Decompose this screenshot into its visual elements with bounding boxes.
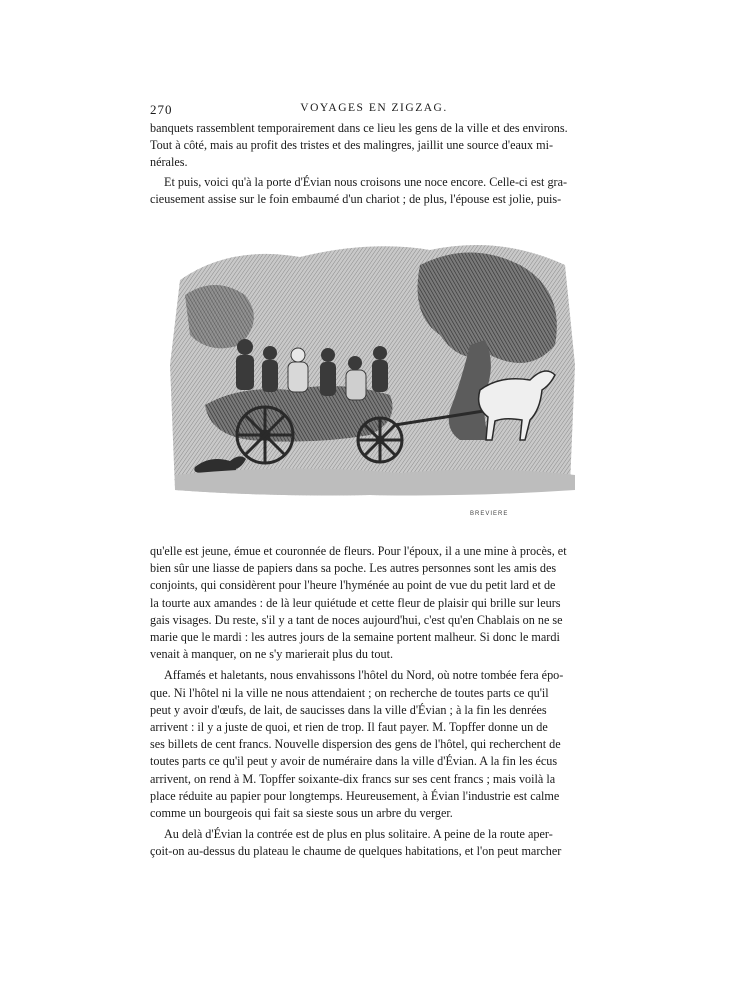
text-line: comme un bourgeois qui fait sa sieste sous un arbre du verger. [150,806,453,821]
paragraph-3 [150,543,598,663]
wedding-cart-engraving [170,235,580,525]
text-line: venait à manquer, on ne s'y marierait plus du tout. [150,647,394,662]
ground [175,468,575,495]
text-line: arrivent : il y a juste de quoi, et rien de trop. Il faut payer. M. Topffer donne un de [150,720,548,735]
paragraph-2 [150,174,598,208]
text-line: gais visages. Du reste, s'il y a tant de noces aujourd'hui, c'est qu'en Chablais on ne se [150,612,563,627]
text-line: Au delà d'Évian la contrée est de plus en plus solitaire. A peine de la route aper- [164,827,553,842]
paragraph-5 [150,826,598,860]
text-line: Affamés et haletants, nous envahissons l'hôtel du Nord, où notre tombée fera épo- [164,668,564,683]
text-line: que. Ni l'hôtel ni la ville ne nous attendaient ; on recherche de toutes parts ce qu'il [150,685,549,700]
text-line: qu'elle est jeune, émue et couronnée de fleurs. Pour l'époux, il a une mine à procès, et [150,544,567,558]
text-line: nérales. [150,155,188,170]
paragraph-1 [150,120,598,172]
running-head [150,100,598,118]
text-line: banquets rassemblent temporairement dans ce lieu les gens de la ville et des environs. [150,121,568,135]
text-line: ses billets de cent francs. Nouvelle dispersion des gens de l'hôtel, qui recherchent de [150,737,561,752]
text-line: peut y avoir d'œufs, de lait, de saucisses dans la ville d'Évian ; à la fin les denrées [150,702,547,717]
text-block-below-illustration [150,543,598,861]
page-number: 270 [150,102,173,117]
text-line: place réduite au papier pour longtemps. Heureusement, à Évian l'industrie est calme [150,788,560,803]
paragraph-4 [150,667,598,822]
engraver-signature: BREVIERE [470,511,509,517]
text-line: bien sûr une liasse de papiers dans sa poche. Les autres personnes sont les amis des [150,561,557,576]
text-line: cieusement assise sur le foin embaumé d'un chariot ; de plus, l'épouse est jolie, puis- [150,191,562,206]
text-line: la tourte aux amandes : de là leur quiétude et cette fleur de plaisir qui brille sur leurs [150,595,561,610]
text-line: Tout à côté, mais au profit des tristes et des malingres, jaillit une source d'eaux mi- [150,138,554,153]
text-line: arrivent, on rend à M. Topffer soixante-dix francs sur ses cent francs ; mais voilà la [150,771,556,786]
text-line: marie que le mardi : les autres jours de la semaine portent malheur. Si donc le mardi [150,630,560,645]
text-line: conjoints, qui considèrent pour l'heure l'hyménée au point de vue du petit lard et de [150,578,556,593]
text-line: toutes parts ce qu'il peut y avoir de numéraire dans la ville d'Évian. A la fin les écus [150,754,558,769]
left-foliage [185,285,254,348]
text-line: çoit-on au-dessus du plateau le chaume de quelques habitations, et l'on peut marcher [150,844,562,859]
text-line: Et puis, voici qu'à la porte d'Évian nous croisons une noce encore. Celle-ci est gra- [164,174,568,189]
page-body [150,100,598,208]
running-title: VOYAGES EN ZIGZAG. [300,102,448,114]
